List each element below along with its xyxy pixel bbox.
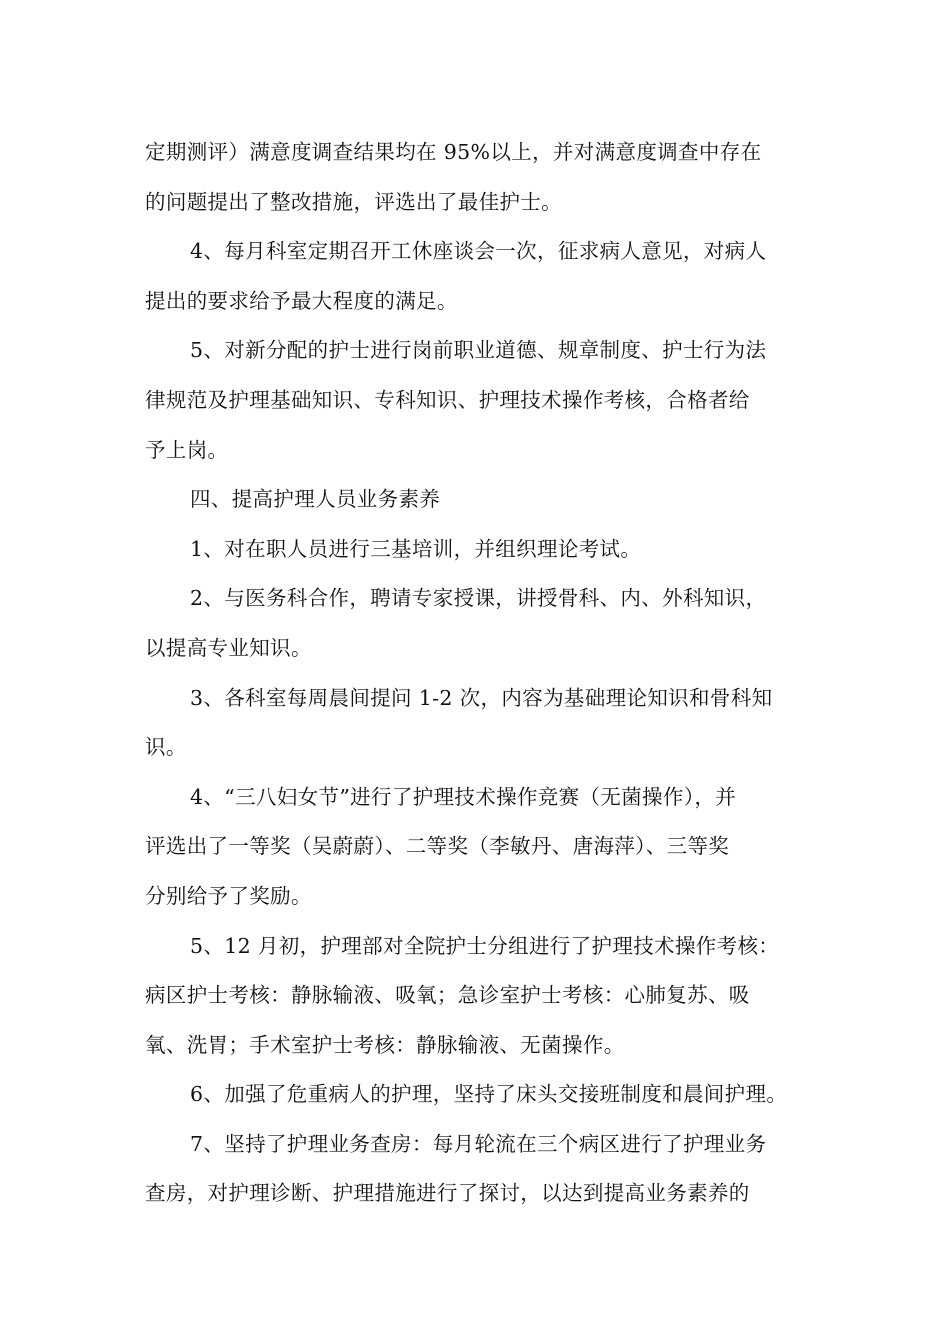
text-line: 以提高专业知识。 (145, 635, 312, 660)
section-heading: 四、提高护理人员业务素养 (190, 487, 441, 512)
text-line: 的问题提出了整改措施，评选出了最佳护士。 (145, 189, 562, 214)
text-line: 氧、洗胃；手术室护士考核：静脉输液、无菌操作。 (145, 1032, 625, 1057)
text-line: 律规范及护理基础知识、专科知识、护理技术操作考核，合格者给 (145, 387, 750, 412)
text-line: 识。 (145, 735, 187, 760)
text-line: 分别给予了奖励。 (145, 883, 312, 908)
text-line: 予上岗。 (145, 437, 229, 462)
text-line: 3、各科室每周晨间提问 1-2 次，内容为基础理论知识和骨科知 (190, 685, 773, 710)
text-line: 2、与医务科合作，聘请专家授课，讲授骨科、内、外科知识， (190, 586, 767, 611)
text-line: 5、对新分配的护士进行岗前职业道德、规章制度、护士行为法 (190, 338, 767, 363)
text-line: 1、对在职人员进行三基培训，并组织理论考试。 (190, 536, 642, 561)
text-line: 4、每月科室定期召开工休座谈会一次，征求病人意见，对病人 (190, 239, 767, 264)
text-line: 评选出了一等奖（吴蔚蔚）、二等奖（李敏丹、唐海萍）、三等奖 (145, 834, 730, 859)
text-line: 5、12 月初，护理部对全院护士分组进行了护理技术操作考核： (190, 933, 780, 958)
text-line: 定期测评）满意度调查结果均在 95%以上，并对满意度调查中存在 (145, 140, 762, 164)
text-line: 4、“三八妇女节”进行了护理技术操作竞赛（无菌操作），并 (190, 784, 737, 809)
text-line: 病区护士考核：静脉输液、吸氧；急诊室护士考核：心肺复苏、吸 (145, 983, 750, 1008)
text-line: 6、加强了危重病人的护理，坚持了床头交接班制度和晨间护理。 (190, 1082, 788, 1107)
text-line: 查房，对护理诊断、护理措施进行了探讨，以达到提高业务素养的 (145, 1181, 750, 1206)
text-line: 7、坚持了护理业务查房：每月轮流在三个病区进行了护理业务 (190, 1131, 767, 1156)
text-line: 提出的要求给予最大程度的满足。 (145, 288, 458, 313)
document-body (145, 128, 817, 1219)
